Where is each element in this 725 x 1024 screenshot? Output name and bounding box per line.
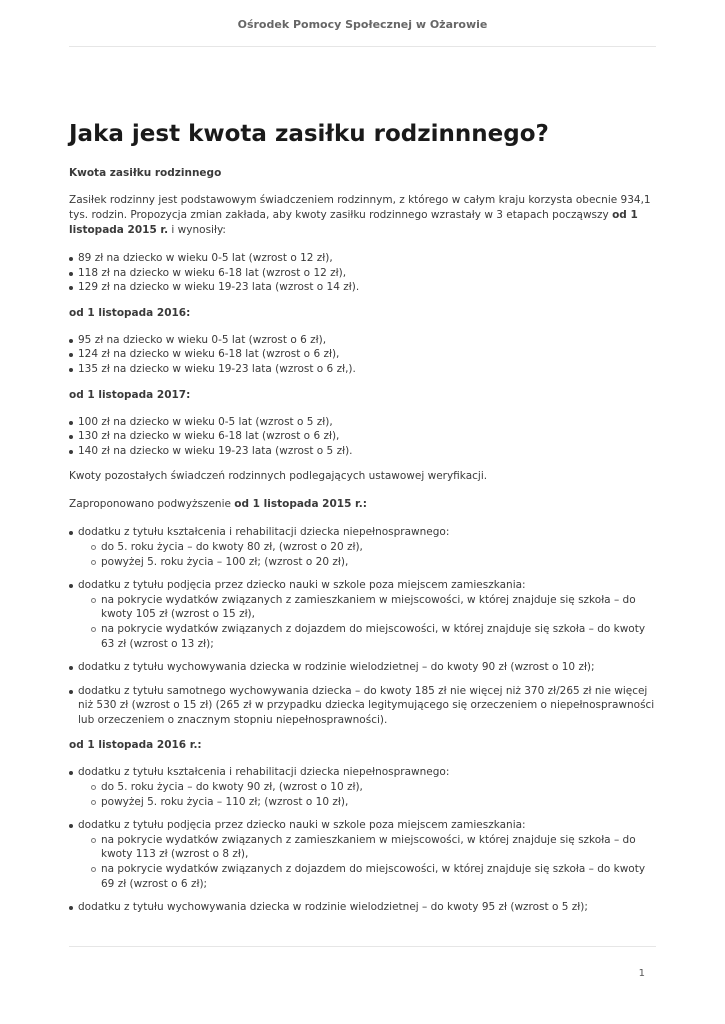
school-sublist [78, 833, 656, 891]
sublist-item: do 5. roku życia – do kwoty 90 zł, (wzrost o 10 zł), [91, 780, 656, 795]
list-item: 118 zł na dziecko w wieku 6-18 lat (wzrost o 12 zł), [69, 266, 656, 281]
additions-2016-list [69, 765, 656, 914]
document-header: Ośrodek Pomocy Społecznej w Ożarowie [237, 18, 488, 31]
list-item [69, 818, 656, 891]
school-sublist [78, 593, 656, 651]
header-divider [69, 46, 656, 47]
list-item: dodatku z tytułu wychowywania dziecka w rodzinie wielodzietnej – do kwoty 90 zł (wzrost o 10 zł); [69, 660, 656, 675]
list-item: 140 zł na dziecko w wieku 19-23 lata (wzrost o 5 zł). [69, 444, 656, 459]
other-benefits-paragraph: Kwoty pozostałych świadczeń rodzinnych podlegających ustawowej weryfikacji. [69, 470, 488, 483]
proposed-date: od 1 listopada 2015 r.: [234, 498, 367, 511]
additions-2015-list [69, 525, 656, 727]
sublist-item: powyżej 5. roku życia – 110 zł; (wzrost o 10 zł), [91, 795, 656, 810]
page-title: Jaka jest kwota zasiłku rodzinnnego? [69, 121, 549, 147]
list-item: 95 zł na dziecko w wieku 0-5 lat (wzrost o 6 zł), [69, 333, 656, 348]
list-item: 129 zł na dziecko w wieku 19-23 lata (wzrost o 14 zł). [69, 280, 656, 295]
intro-text: Zasiłek rodzinny jest podstawowym świadczeniem rodzinnym, z którego w całym kraju korzysta obecnie 934,1 tys. rodzin. Propozycja zmian zakłada, aby kwoty zasiłku rodzinnego wzrastały w 3 etapach począwszy [69, 194, 651, 221]
list-item [69, 765, 656, 809]
page-number: 1 [638, 968, 645, 979]
amounts-2017-list [69, 415, 656, 459]
school-label: dodatku z tytułu podjęcia przez dziecko nauki w szkole poza miejscem zamieszkania: [78, 819, 526, 832]
list-item: 130 zł na dziecko w wieku 6-18 lat (wzrost o 6 zł), [69, 429, 656, 444]
section-subtitle: Kwota zasiłku rodzinnego [69, 167, 222, 179]
education-sublist [78, 780, 656, 809]
sublist-item: na pokrycie wydatków związanych z zamieszkaniem w miejscowości, w której znajduje się szkoła – do kwoty 113 zł (wzrost o 8 zł), [91, 833, 656, 862]
education-sublist [78, 540, 656, 569]
sublist-item: na pokrycie wydatków związanych z dojazdem do miejscowości, w której znajduje się szkoła – do kwoty 69 zł (wzrost o 6 zł); [91, 862, 656, 891]
school-label: dodatku z tytułu podjęcia przez dziecko nauki w szkole poza miejscem zamieszkania: [78, 579, 526, 592]
heading-2016: od 1 listopada 2016: [69, 306, 191, 319]
amounts-2016-list [69, 333, 656, 377]
proposed-text: Zaproponowano podwyższenie [69, 498, 235, 511]
list-item: dodatku z tytułu wychowywania dziecka w rodzinie wielodzietnej – do kwoty 95 zł (wzrost o 5 zł); [69, 900, 656, 915]
education-label: dodatku z tytułu kształcenia i rehabilitacji dziecka niepełnosprawnego: [78, 526, 450, 539]
heading-additions-2016: od 1 listopada 2016 r.: [69, 739, 202, 752]
footer-divider [69, 946, 656, 947]
list-item [69, 525, 656, 569]
list-item: 135 zł na dziecko w wieku 19-23 lata (wzrost o 6 zł,). [69, 362, 656, 377]
list-item: 89 zł na dziecko w wieku 0-5 lat (wzrost o 12 zł), [69, 251, 656, 266]
amounts-2015-list [69, 251, 656, 295]
intro-paragraph [69, 193, 656, 238]
proposed-paragraph [69, 497, 656, 512]
sublist-item: na pokrycie wydatków związanych z zamieszkaniem w miejscowości, w której znajduje się szkoła – do kwoty 105 zł (wzrost o 15 zł), [91, 593, 656, 622]
list-item [69, 578, 656, 651]
list-item: 100 zł na dziecko w wieku 0-5 lat (wzrost o 5 zł), [69, 415, 656, 430]
intro-date: od 1 listopada 2015 r. [69, 209, 638, 236]
heading-2017: od 1 listopada 2017: [69, 388, 191, 401]
sublist-item: na pokrycie wydatków związanych z dojazdem do miejscowości, w której znajduje się szkoła – do kwoty 63 zł (wzrost o 13 zł); [91, 622, 656, 651]
article-content [69, 118, 656, 926]
list-item: 124 zł na dziecko w wieku 6-18 lat (wzrost o 6 zł), [69, 347, 656, 362]
sublist-item: do 5. roku życia – do kwoty 80 zł, (wzrost o 20 zł), [91, 540, 656, 555]
education-label: dodatku z tytułu kształcenia i rehabilitacji dziecka niepełnosprawnego: [78, 766, 450, 779]
sublist-item: powyżej 5. roku życia – 100 zł; (wzrost o 20 zł), [91, 555, 656, 570]
list-item: dodatku z tytułu samotnego wychowywania dziecka – do kwoty 185 zł nie więcej niż 370 zł/265 zł nie więcej niż 530 zł (wzrost o 15 zł) (265 zł w przypadku dziecka legitymującego się orzeczeniem o niepełnosprawności lub orzeczeniem o znacznym stopniu niepełnosprawności). [69, 684, 656, 728]
intro-tail: i wynosiły: [168, 224, 226, 236]
